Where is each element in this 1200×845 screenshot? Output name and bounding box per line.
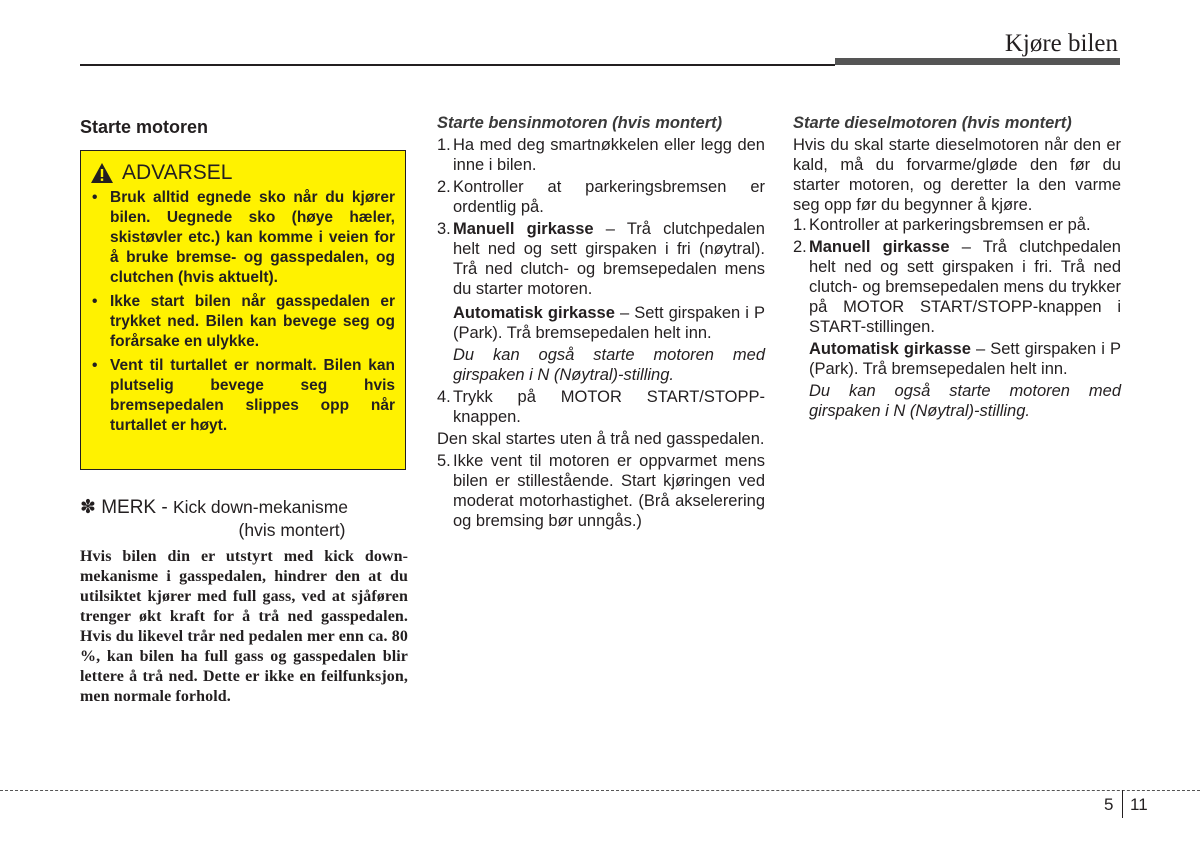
warning-item-text: Vent til turtallet er normalt. Bilen kan plutselig bevege seg hvis bremsepedalen slippes opp når turtallet er høyt. [110, 357, 395, 434]
step-note: Du kan også starte motoren med girspaken i N (Nøytral)-stilling. [809, 382, 1121, 420]
step-text: – Sett girspaken i P (Park). Trå bremsepedalen helt inn. [453, 304, 765, 342]
step-bold: Manuell girkasse [809, 238, 950, 256]
note-title: Kick down-mekanisme [172, 497, 349, 517]
step-note: Du kan også starte motoren med girspaken i N (Nøytral)-stilling. [453, 346, 765, 384]
bullet-icon: • [92, 293, 98, 310]
step-text: – Sett girspaken i P (Park). Trå bremsepedalen helt inn. [809, 340, 1121, 378]
step-detail [437, 303, 765, 343]
step-content [453, 219, 765, 299]
step-number: 3. [437, 220, 451, 238]
step-text: Kontroller at parkeringsbremsen er på. [809, 216, 1091, 234]
page-number-divider [1122, 790, 1123, 818]
warning-header [90, 161, 395, 185]
step-item [437, 177, 765, 217]
column-middle [437, 114, 765, 531]
step-item [793, 237, 1121, 337]
page-number: 11 [1130, 795, 1148, 814]
step-text: Ikke vent til motoren er oppvarmet mens bilen er stillestående. Start kjøringen ved moderat motorhastighet. (Brå akselerering og bremsing bør unngås.) [453, 452, 765, 530]
paragraph: Hvis du skal starte dieselmotoren når den er kald, må du forvarme/gløde den før du starter motoren, og deretter la den varme seg opp før du begynner å kjøre. [793, 136, 1121, 214]
step-number: 2. [437, 178, 451, 196]
step-number: 1. [793, 216, 807, 234]
step-detail [793, 339, 1121, 379]
chapter-title: Kjøre bilen [1004, 30, 1118, 57]
warning-item [90, 292, 395, 352]
warning-item-text: Ikke start bilen når gasspedalen er trykket ned. Bilen kan bevege seg og forårsake en ulykke. [110, 293, 395, 350]
step-text: – Trå clutchpedalen helt ned og sett girspaken i fri. Trå ned clutch- og bremsepedalen mens du trykker på MOTOR START/STOPP-knappen i START-stillingen. [809, 238, 1121, 336]
step-bold: Automatisk girkasse [453, 304, 615, 322]
note-heading [80, 496, 408, 541]
bullet-icon: • [92, 357, 98, 374]
warning-item-text: Bruk alltid egnede sko når du kjører bilen. Uegnede sko (høye hæler, skistøvler etc.) kan komme i veien for å bruke bremse- og gasspedalen, og clutchen (hvis aktuelt). [110, 189, 395, 286]
subsection-heading: Starte bensinmotoren (hvis montert) [437, 114, 723, 132]
step-number: 2. [793, 238, 807, 256]
footer-rule [0, 790, 1200, 791]
step-item [437, 451, 765, 531]
step-number: 1. [437, 136, 451, 154]
step-text: Kontroller at parkeringsbremsen er ordentlig på. [453, 178, 765, 216]
warning-item [90, 356, 395, 436]
step-bold: Automatisk girkasse [809, 340, 971, 358]
bullet-icon: • [92, 189, 98, 206]
warning-list [90, 188, 395, 436]
step-number: 4. [437, 388, 451, 406]
subsection-heading: Starte dieselmotoren (hvis montert) [793, 114, 1072, 132]
header-rule-accent [835, 58, 1120, 65]
step-text: Trykk på MOTOR START/STOPP-knappen. [453, 388, 765, 426]
step-text: – Trå clutchpedalen helt ned og sett girspaken i fri (nøytral). Trå ned clutch- og bremsepedalen mens du starter motoren. [453, 220, 765, 298]
column-right [793, 114, 1121, 421]
header-rule [80, 64, 835, 66]
warning-item [90, 188, 395, 288]
note-title-sub: (hvis montert) [238, 520, 346, 540]
note-label: MERK - [101, 497, 168, 518]
step-number: 5. [437, 452, 451, 470]
step-item [793, 215, 1121, 235]
step-item [437, 387, 765, 427]
warning-title: ADVARSEL [122, 161, 233, 184]
step-bold: Manuell girkasse [453, 220, 594, 238]
note-body: Hvis bilen din er utstyrt med kick down-mekanisme i gasspedalen, hindrer den at du utilsiktet kjører med full gass, ved at sjåføren trenger økt kraft for å trå ned gasspedalen. Hvis du likevel trår ned pedalen mer enn ca. 80 %, kan bilen ha full gass og gasspedalen blir lettere å trå ned. Dette er ikke en feilfunksjon, men normale forhold. [80, 548, 408, 705]
paragraph: Den skal startes uten å trå ned gasspedalen. [437, 430, 765, 448]
step-item [437, 219, 765, 299]
step-text: Ha med deg smartnøkkelen eller legg den inne i bilen. [453, 136, 765, 174]
step-content [809, 237, 1121, 337]
note-star-icon: ✽ [80, 497, 96, 518]
column-left [80, 114, 408, 707]
chapter-number: 5 [1104, 795, 1114, 814]
section-heading: Starte motoren [80, 117, 209, 137]
step-item [437, 135, 765, 175]
warning-box [80, 150, 406, 470]
warning-triangle-icon [90, 162, 114, 184]
